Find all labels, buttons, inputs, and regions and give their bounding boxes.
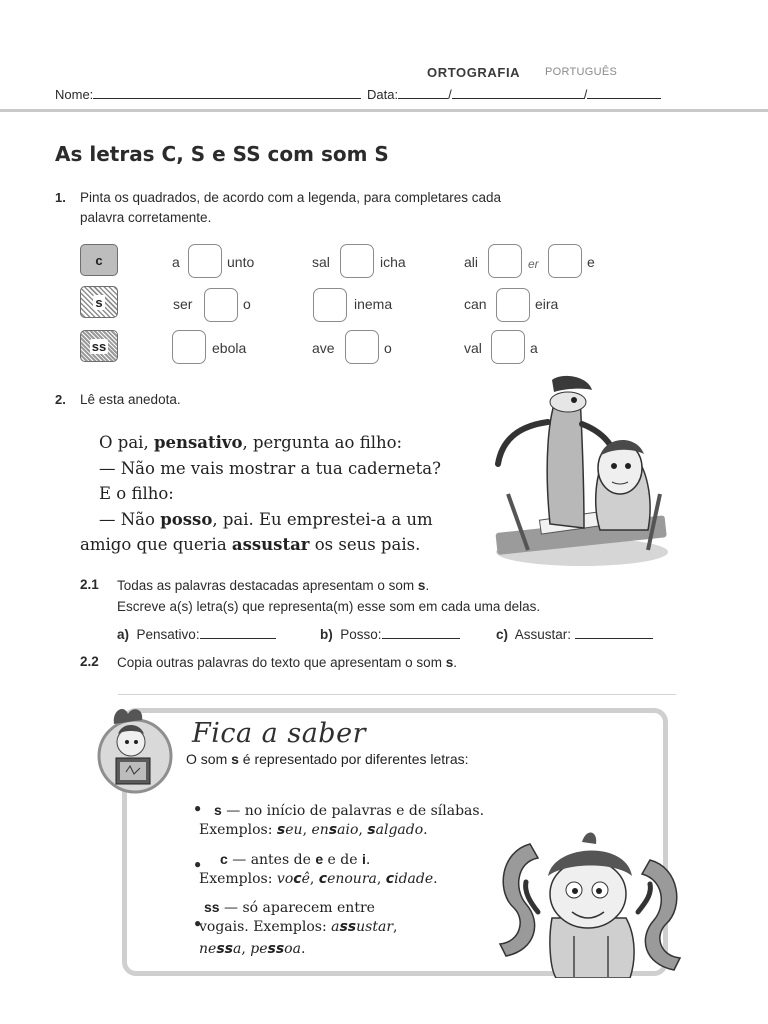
fill-box[interactable] — [496, 288, 530, 322]
child-with-tablet-illustration — [96, 704, 174, 796]
date-separator: / — [448, 87, 452, 102]
word-fragment: o — [243, 296, 251, 312]
q21-instructions — [117, 575, 540, 617]
bullet-icon: ● — [194, 916, 202, 930]
word-fragment: icha — [380, 254, 406, 270]
answer-b[interactable] — [320, 624, 460, 645]
word-fragment: val — [464, 340, 482, 356]
father-and-son-illustration — [488, 374, 676, 570]
anecdote-line: E o filho: — [99, 484, 174, 503]
language-label: PORTUGUÊS — [545, 66, 618, 78]
answer-c-label: c) — [496, 627, 509, 642]
rule-ss: ss — só aparecem entre — [204, 899, 375, 916]
q21-line-1: Todas as palavras destacadas apresentam o som s. — [117, 578, 430, 593]
word-fragment: ali — [464, 254, 479, 270]
info-title: Fica a saber — [192, 718, 366, 749]
answer-c-text: Assustar: — [514, 627, 572, 642]
q2-instructions: Lê esta anedota. — [80, 392, 181, 407]
bullet-icon: ● — [194, 801, 202, 815]
answer-b-line[interactable] — [382, 626, 460, 639]
answer-c-line[interactable] — [575, 626, 653, 639]
word-fragment: er — [528, 257, 539, 271]
date-month-line[interactable] — [452, 86, 584, 99]
fill-box[interactable] — [488, 244, 522, 278]
word-fragment: eira — [535, 296, 559, 312]
legend-c — [80, 244, 118, 276]
date-year-line[interactable] — [587, 86, 661, 99]
legend-ss-letter: ss — [91, 338, 107, 354]
answer-a-line[interactable] — [200, 626, 276, 639]
q21-line-2: Escreve a(s) letra(s) que representa(m) esse som em cada uma delas. — [117, 599, 541, 614]
answer-line[interactable] — [118, 694, 676, 695]
legend-c-letter: c — [95, 252, 103, 268]
rule-s: s — no início de palavras e de sílabas. — [214, 802, 485, 819]
word-fragment: inema — [354, 296, 393, 312]
anecdote-line: amigo que queria assustar os seus pais. — [80, 535, 421, 554]
name-line[interactable] — [93, 86, 361, 99]
anecdote-line: O pai, pensativo, pergunta ao filho: — [99, 433, 403, 452]
anecdote-text — [80, 430, 441, 558]
date-day-line[interactable] — [398, 86, 448, 99]
fill-box[interactable] — [204, 288, 238, 322]
date-label: Data: — [367, 87, 399, 102]
q2-number: 2. — [55, 392, 66, 407]
fill-box[interactable] — [172, 330, 206, 364]
name-label: Nome: — [55, 87, 94, 102]
subject-title: ORTOGRAFIA — [427, 65, 521, 80]
q1-line-1: Pinta os quadrados, de acordo com a legenda, para completares cada — [80, 190, 502, 205]
rule-ss-examples-cont: nessa, pessoa. — [199, 941, 306, 957]
answer-a[interactable] — [117, 624, 276, 645]
fill-box[interactable] — [491, 330, 525, 364]
word-fragment: o — [384, 340, 392, 356]
fill-box[interactable] — [548, 244, 582, 278]
answer-a-text: Pensativo: — [136, 627, 200, 642]
boy-holding-letter-s-illustration — [490, 832, 688, 978]
word-fragment: ebola — [212, 340, 247, 356]
fill-box[interactable] — [313, 288, 347, 322]
q21-number: 2.1 — [80, 577, 99, 592]
fill-box[interactable] — [340, 244, 374, 278]
q1-line-2: palavra corretamente. — [80, 210, 212, 225]
answer-b-text: Posso: — [340, 627, 382, 642]
info-intro: O som s é representado por diferentes letras: — [186, 751, 469, 767]
anecdote-line: — Não posso, pai. Eu emprestei-a a um — [99, 509, 433, 529]
answer-c[interactable] — [496, 624, 653, 645]
legend-s — [80, 286, 118, 318]
date-separator: / — [583, 87, 588, 102]
rule-c: c — antes de e e de i. — [220, 851, 371, 868]
date-field[interactable] — [367, 86, 661, 102]
word-fragment: can — [464, 296, 487, 312]
legend-ss — [80, 330, 118, 362]
word-fragment: a — [530, 340, 538, 356]
word-fragment: ser — [173, 296, 193, 312]
rule-ss-examples: vogais. Exemplos: assustar, — [199, 919, 398, 935]
fill-box[interactable] — [345, 330, 379, 364]
q22-instructions: Copia outras palavras do texto que apresentam o som s. — [117, 655, 457, 670]
word-fragment: e — [587, 254, 595, 270]
bullet-icon: ● — [194, 857, 202, 871]
fill-box[interactable] — [188, 244, 222, 278]
legend-s-letter: s — [95, 294, 103, 310]
page-title: As letras C, S e SS com som S — [55, 142, 389, 166]
word-fragment: a — [172, 254, 180, 270]
q1-instructions — [80, 188, 501, 228]
word-fragment: sal — [312, 254, 330, 270]
q1-number: 1. — [55, 190, 66, 205]
rule-s-examples: Exemplos: seu, ensaio, salgado. — [199, 822, 428, 838]
answer-a-label: a) — [117, 627, 130, 642]
anecdote-line: — Não me vais mostrar a tua caderneta? — [99, 458, 441, 478]
rule-c-examples: Exemplos: você, cenoura, cidade. — [199, 871, 438, 887]
word-fragment: ave — [312, 340, 335, 356]
answer-b-label: b) — [320, 627, 333, 642]
name-field[interactable] — [55, 86, 361, 102]
q22-number: 2.2 — [80, 654, 99, 669]
word-fragment: unto — [227, 254, 255, 270]
header-divider — [0, 109, 768, 112]
